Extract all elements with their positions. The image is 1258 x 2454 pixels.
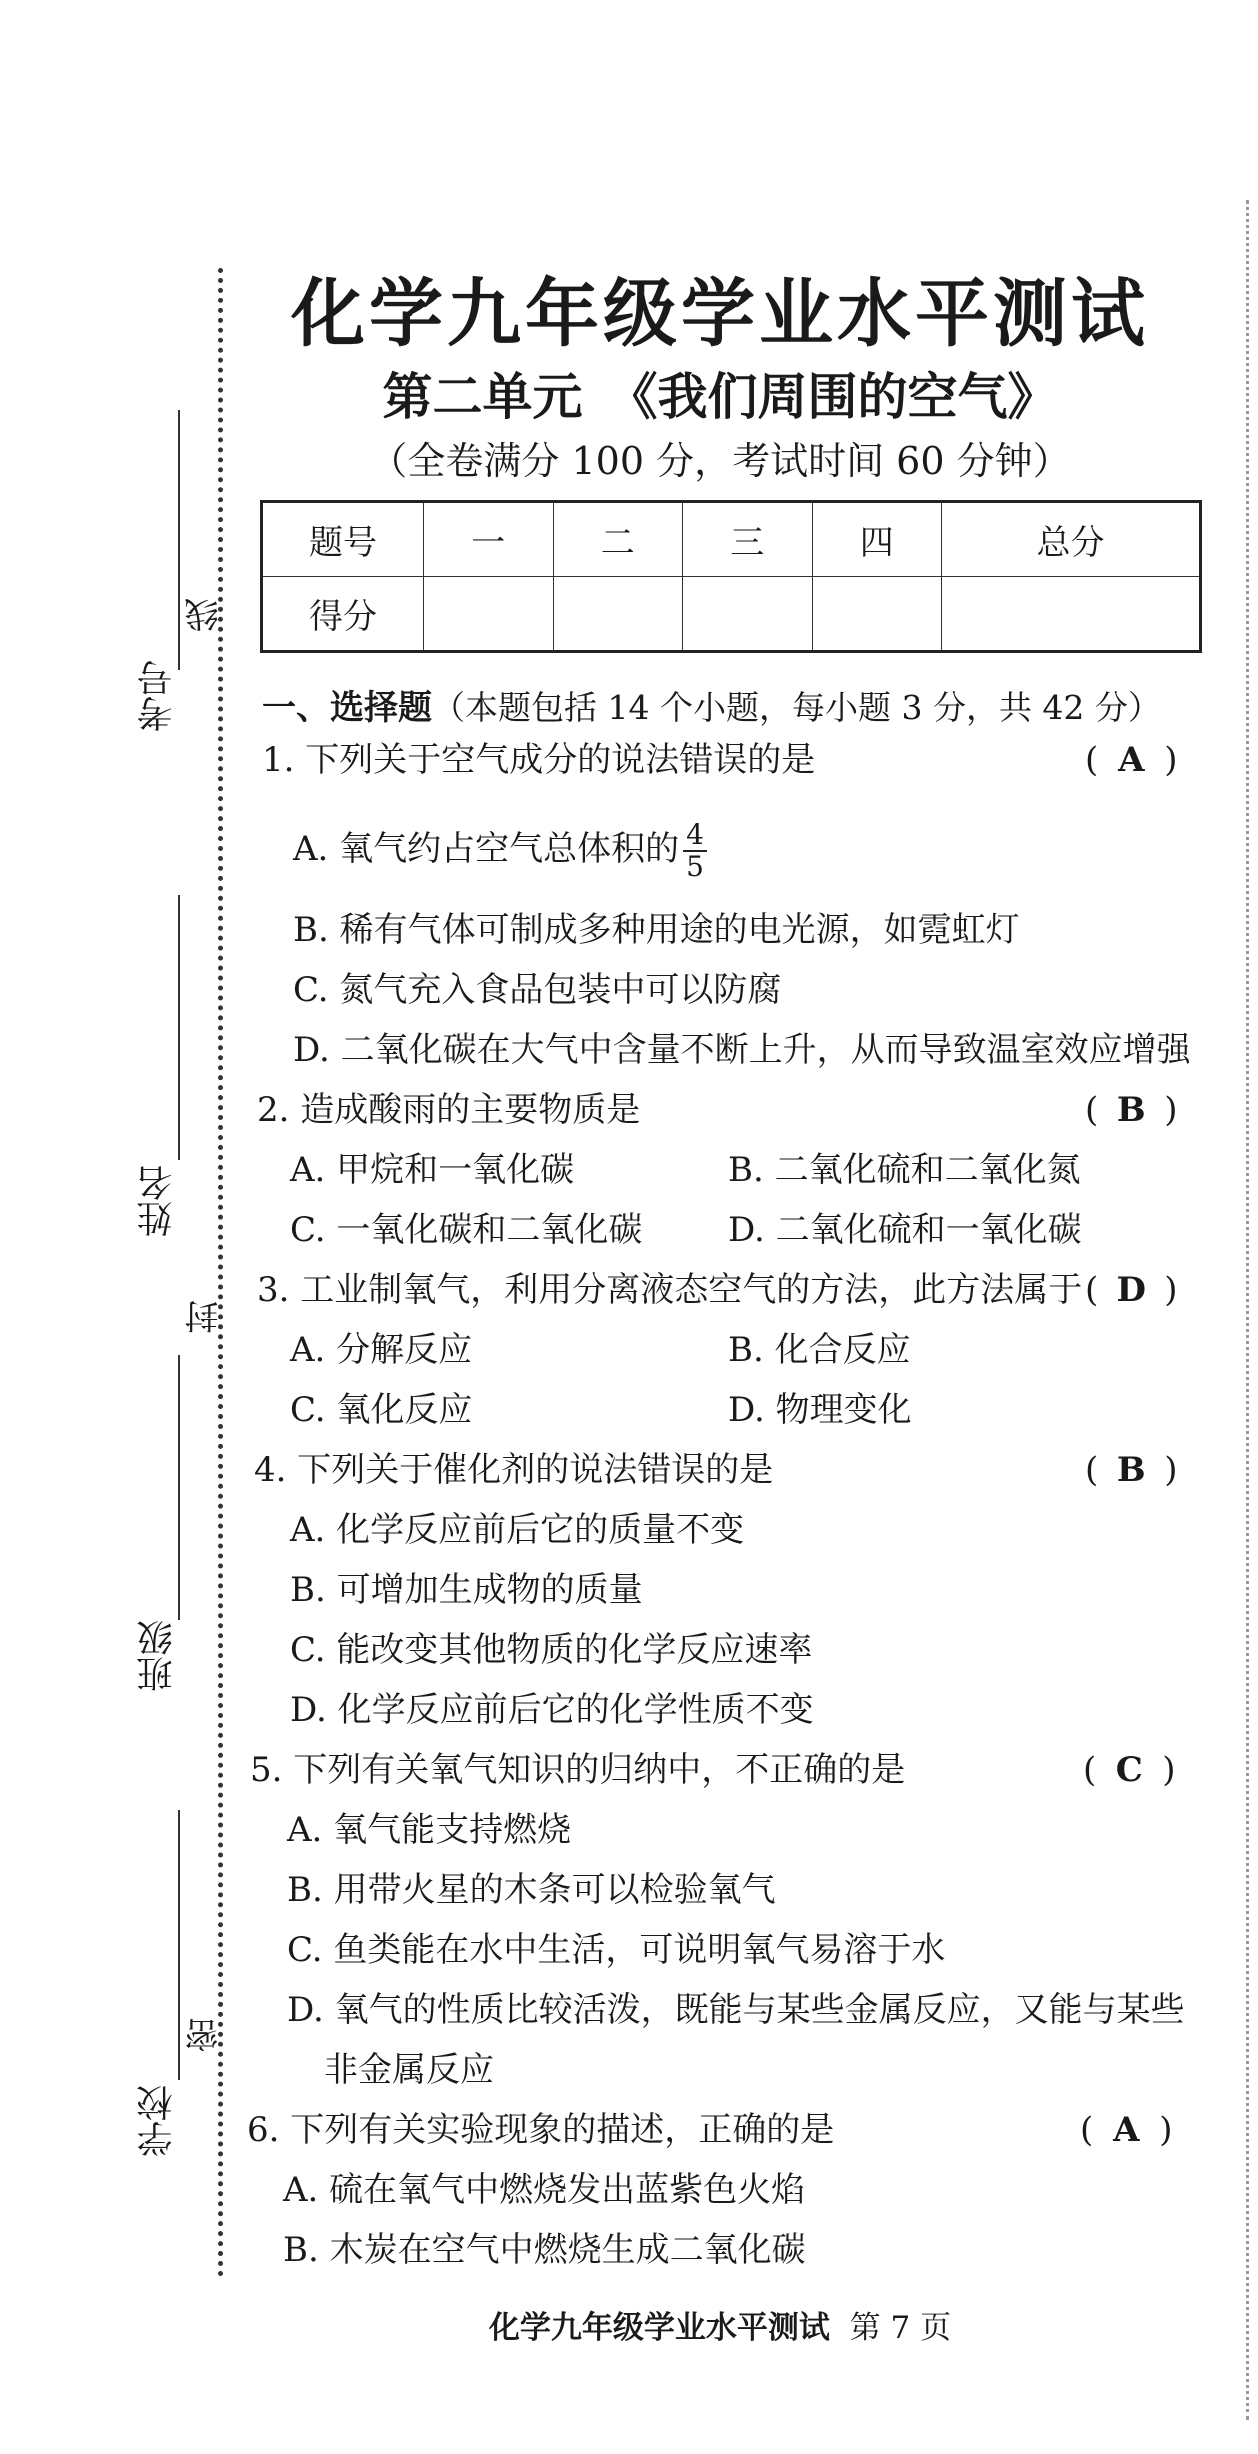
score-input-cell[interactable] (683, 577, 813, 652)
score-table-score-row (262, 577, 1201, 652)
score-header-cell: 四 (812, 502, 942, 577)
question-stem: 6. 下列有关实验现象的描述，正确的是 (247, 2110, 835, 2150)
option: B. 木炭在空气中燃烧生成二氧化碳 (283, 2230, 806, 2270)
question-stem: 5. 下列有关氧气知识的归纳中，不正确的是 (250, 1750, 906, 1790)
answer-letter: C (1115, 1750, 1143, 1790)
option: D. 氧气的性质比较活泼，既能与某些金属反应，又能与某些 (287, 1990, 1185, 2030)
answer-bracket: ( D ) (1085, 1270, 1178, 1310)
school-line (178, 1810, 180, 2080)
answer-bracket: ( C ) (1083, 1750, 1176, 1790)
option: A. 硫在氧气中燃烧发出蓝紫色火焰 (283, 2170, 806, 2210)
footer-page: 第 7 页 (849, 2310, 952, 2346)
name-line (178, 895, 180, 1160)
option-continuation: 非金属反应 (324, 2050, 494, 2090)
unit-subtitle: 第二单元 《我们周围的空气》 (382, 367, 1058, 426)
option: B. 可增加生成物的质量 (290, 1570, 643, 1610)
option: A. 分解反应 (290, 1330, 473, 1370)
seal-char-feng: 封 (185, 1300, 225, 1334)
exam-note: （全卷满分 100 分，考试时间 60 分钟） (369, 439, 1071, 483)
answer-letter: D (1116, 1270, 1146, 1310)
option: B. 化合反应 (728, 1330, 911, 1370)
score-header-cell: 一 (424, 502, 554, 577)
question-stem: 3. 工业制氧气，利用分离液态空气的方法，此方法属于 (257, 1270, 1083, 1310)
score-input-cell[interactable] (553, 577, 683, 652)
exam-title: 化学九年级学业水平测试 (291, 271, 1149, 357)
question-stem: 2. 造成酸雨的主要物质是 (257, 1090, 641, 1130)
option: D. 化学反应前后它的化学性质不变 (290, 1690, 814, 1730)
exam-no-label: 考号 (137, 660, 178, 732)
section-title: 一、选择题 (262, 688, 432, 728)
answer-letter: A (1118, 740, 1145, 780)
score-table-header-row (262, 502, 1201, 577)
section-heading (262, 680, 1161, 729)
score-input-cell[interactable] (942, 577, 1201, 652)
fraction (683, 820, 707, 882)
score-header-cell: 总分 (942, 502, 1201, 577)
option: D. 二氧化碳在大气中含量不断上升，从而导致温室效应增强 (293, 1030, 1191, 1070)
option: B. 用带火星的木条可以检验氧气 (287, 1870, 776, 1910)
option: A. 化学反应前后它的质量不变 (290, 1510, 745, 1550)
option: C. 能改变其他物质的化学反应速率 (290, 1630, 813, 1670)
option: C. 鱼类能在水中生活，可说明氧气易溶于水 (287, 1930, 946, 1970)
fraction-denominator: 5 (686, 850, 704, 883)
footer-title: 化学九年级学业水平测试 (488, 2310, 830, 2346)
name-label: 姓名 (137, 1165, 178, 1237)
answer-bracket: ( A ) (1080, 2110, 1173, 2150)
score-input-cell[interactable] (812, 577, 942, 652)
option-text: A. 氧气约占空气总体积的 (293, 829, 680, 869)
score-row-label: 得分 (262, 577, 424, 652)
option: A. 甲烷和一氧化碳 (290, 1150, 575, 1190)
fraction-numerator: 4 (683, 820, 707, 852)
section-desc: （本题包括 14 个小题，每小题 3 分，共 42 分） (432, 688, 1161, 727)
answer-bracket: ( A ) (1085, 740, 1178, 780)
answer-letter: A (1113, 2110, 1140, 2150)
score-header-cell: 三 (683, 502, 813, 577)
seal-char-mi: 密 (185, 2018, 225, 2052)
answer-letter: B (1116, 1450, 1146, 1490)
question-stem: 1. 下列关于空气成分的说法错误的是 (262, 740, 816, 780)
option: A. 氧气能支持燃烧 (287, 1810, 572, 1850)
option: D. 物理变化 (728, 1390, 912, 1430)
answer-bracket: ( B ) (1085, 1450, 1178, 1490)
school-label: 学校 (137, 2085, 178, 2157)
option: C. 一氧化碳和二氧化碳 (290, 1210, 643, 1250)
score-input-cell[interactable] (424, 577, 554, 652)
seal-char-line: 线 (185, 598, 225, 632)
score-header-cell: 二 (553, 502, 683, 577)
class-label: 班级 (137, 1620, 178, 1692)
option: C. 氧化反应 (290, 1390, 473, 1430)
page-footer (0, 2302, 1258, 2347)
seal-dotted-line (218, 268, 223, 2278)
page-edge-divider (1246, 200, 1249, 2420)
option: D. 二氧化硫和一氧化碳 (728, 1210, 1082, 1250)
option: B. 稀有气体可制成多种用途的电光源，如霓虹灯 (293, 910, 1020, 950)
answer-bracket: ( B ) (1085, 1090, 1178, 1130)
score-table (260, 500, 1202, 653)
question-stem: 4. 下列关于催化剂的说法错误的是 (254, 1450, 774, 1490)
option: C. 氮气充入食品包装中可以防腐 (293, 970, 782, 1010)
option: B. 二氧化硫和二氧化氮 (728, 1150, 1081, 1190)
answer-letter: B (1116, 1090, 1146, 1130)
option (293, 820, 707, 882)
score-header-cell: 题号 (262, 502, 424, 577)
class-line (178, 1355, 180, 1620)
